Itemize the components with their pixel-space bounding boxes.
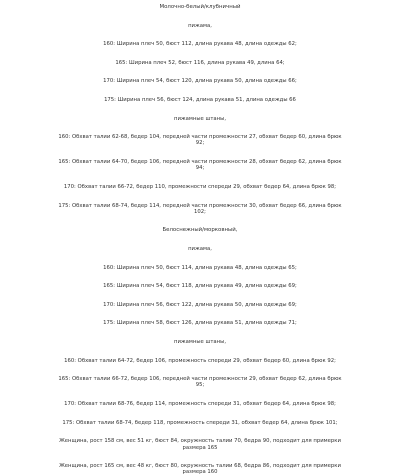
size-line: 165: Ширина плеч 52, бюст 116, длина рукава 49, длина 64; xyxy=(115,59,285,66)
size-line: 175: Ширина плеч 56, бюст 124, длина рукава 51, длина одежды 66 xyxy=(104,96,296,103)
section-label-pajama: пижама, xyxy=(188,246,212,253)
size-line: 165: Обхват талии 64-70, бедер 106, передней части промежности 28, обхват бедер 62, длина брюк 94; xyxy=(58,159,342,172)
size-line: 175: Обхват талии 68-74, бедер 114, передней части промежности 30, обхват бедер 66, длина брюк 102; xyxy=(58,202,342,215)
model-note: Женщина, рост 165 см, вес 48 кг, бюст 80, окружность талии 68, бедра 86, подходит для примерки размера 160 xyxy=(59,463,341,476)
size-line: 170: Обхват талии 68-76, бедер 114, промежность спереди 31, обхват бедер 64, длина брюк 98; xyxy=(64,401,336,408)
model-note: Женщина, рост 158 см, вес 51 кг, бюст 84, окружность талии 70, бедра 90, подходит для примерки размера 165 xyxy=(59,438,341,451)
section-label-pajama: пижама, xyxy=(188,22,212,29)
size-line: 170: Ширина плеч 54, бюст 120, длина рукава 50, длина одежды 66; xyxy=(103,78,297,85)
size-line: 170: Ширина плеч 56, бюст 122, длина рукава 50, длина одежды 69; xyxy=(103,301,297,308)
size-line: 165: Обхват талии 66-72, бедер 106, передней части промежности 29, обхват бедер 62, длина брюк 95; xyxy=(58,376,342,389)
size-line: 160: Обхват талии 64-72, бедер 106, промежность спереди 29, обхват бедер 60, длина брюк 92; xyxy=(64,357,336,364)
size-line: 160: Ширина плеч 50, бюст 112, длина рукава 48, длина одежды 62; xyxy=(103,41,297,48)
color-heading-white-carrot: Белоснежный/морковный, xyxy=(162,227,238,234)
size-line: 165: Ширина плеч 54, бюст 118, длина рукава 49, длина одежды 69; xyxy=(103,283,297,290)
section-label-pants: пижамные штаны, xyxy=(173,115,226,122)
section-label-pants: пижамные штаны, xyxy=(173,338,226,345)
size-line: 175: Ширина плеч 58, бюст 126, длина рукава 51, длина одежды 71; xyxy=(103,320,297,327)
color-heading-milk-strawberry: Молочно-белый/клубничный xyxy=(159,4,241,10)
size-line: 160: Ширина плеч 50, бюст 114, длина рукава 48, длина одежды 65; xyxy=(103,264,297,271)
size-line: 170: Обхват талии 66-72, бедер 110, промежности спереди 29, обхват бедер 64, длина брюк 98; xyxy=(63,183,337,190)
size-line: 175: Обхват талии 68-74, бедер 118, промежность спереди 31, обхват бедер 64, длина брюк 101; xyxy=(62,419,338,426)
size-line: 160: Обхват талии 62-68, бедер 104, передней части промежности 27, обхват бедер 60, длина брюк 92; xyxy=(58,134,342,147)
